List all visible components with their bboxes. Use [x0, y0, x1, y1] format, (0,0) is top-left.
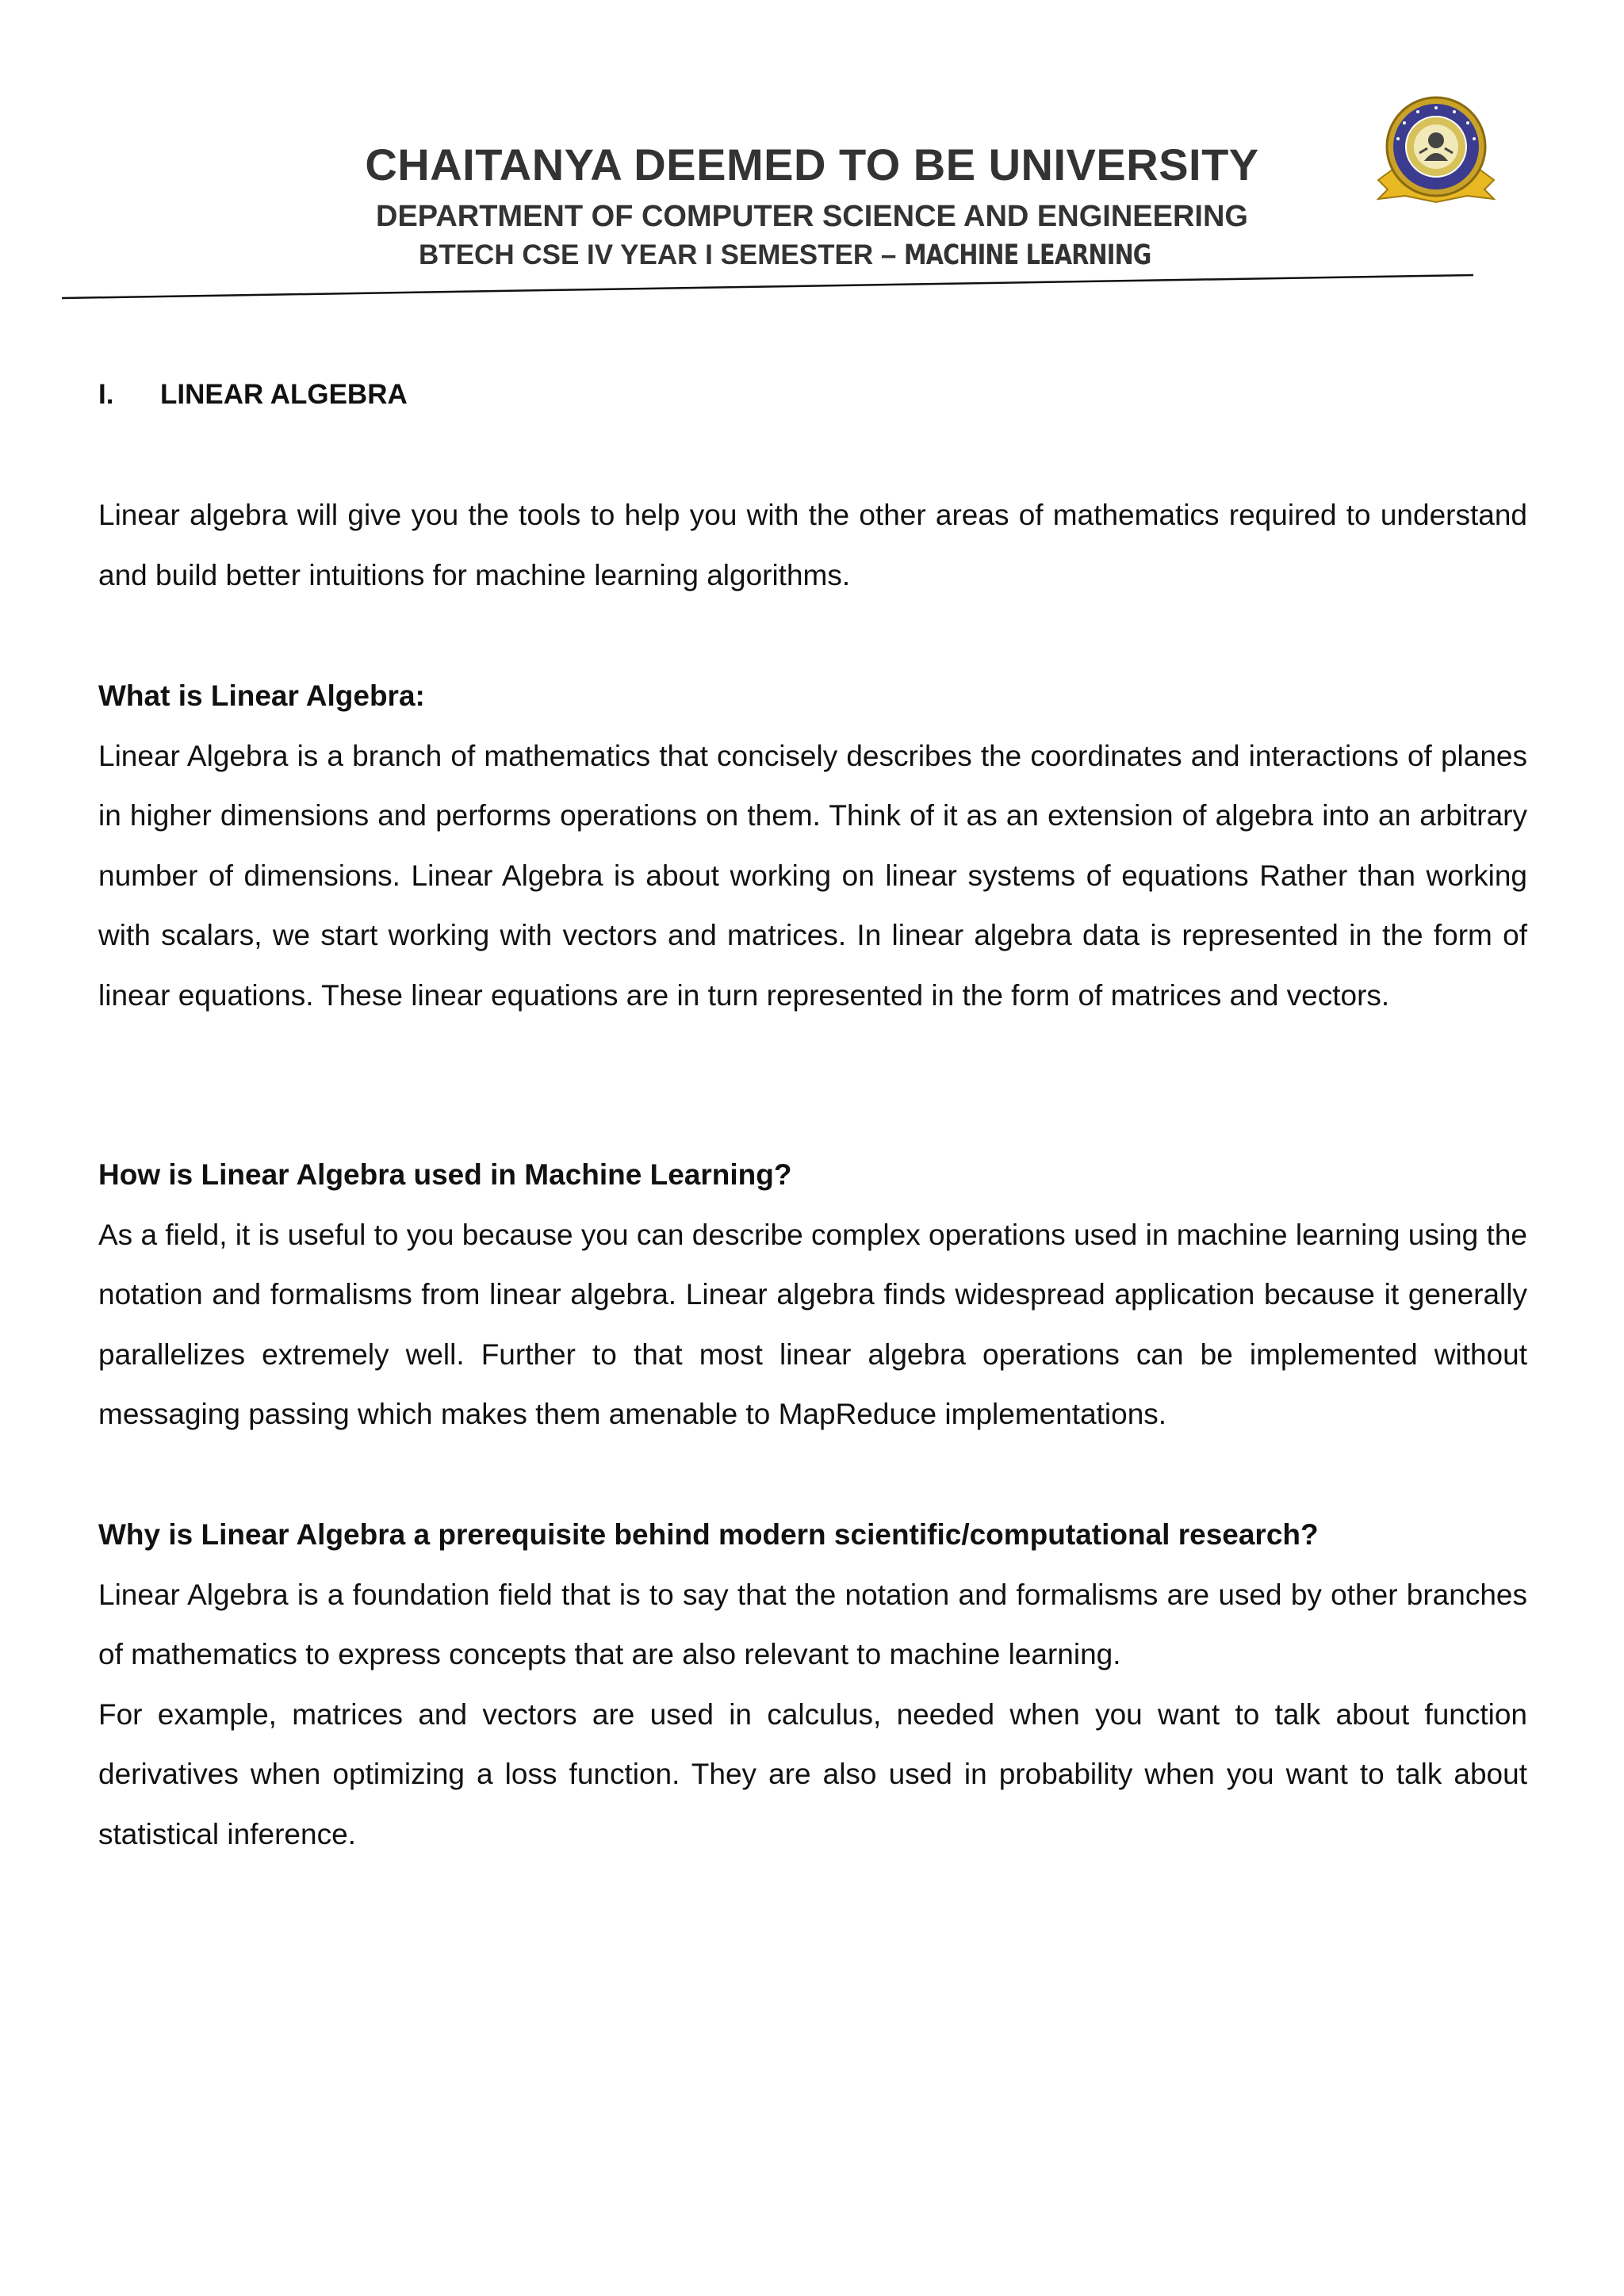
- header-divider: [0, 0, 1624, 317]
- how-text: As a field, it is useful to you because you can describe complex operations used in machine learning using the notation and formalisms from linear algebra. Linear algebra finds widespread application because it generally parallelizes extremely well. Further to that most linear algebra operations can be implemented without messaging passing which makes them amenable to MapReduce implementations.: [98, 1218, 1527, 1430]
- course-subject: MACHINE LEARNING: [904, 239, 1151, 271]
- section-heading: [98, 379, 408, 411]
- how-heading: How is Linear Algebra used in Machine Learning?: [98, 1158, 792, 1191]
- what-section: [98, 666, 1527, 1025]
- intro-paragraph: [98, 485, 1527, 605]
- department-title: DEPARTMENT OF COMPUTER SCIENCE AND ENGINEERING: [376, 200, 1248, 233]
- why-section: [98, 1505, 1527, 1864]
- course-prefix: BTECH CSE IV YEAR I SEMESTER –: [419, 239, 905, 270]
- section-number: I.: [98, 379, 114, 410]
- intro-text: Linear algebra will give you the tools to help you with the other areas of mathematics required to understand and build better intuitions for machine learning algorithms.: [98, 499, 1527, 591]
- what-heading: What is Linear Algebra:: [98, 679, 425, 712]
- section-title: LINEAR ALGEBRA: [160, 379, 408, 410]
- why-text-2: For example, matrices and vectors are used in calculus, needed when you want to talk about function derivatives when optimizing a loss function. They are also used in probability when you want to talk about statistical inference.: [98, 1697, 1527, 1850]
- how-section: [98, 1145, 1527, 1445]
- why-text-1: Linear Algebra is a foundation field that is to say that the notation and formalisms are used by other branches of mathematics to express concepts that are also relevant to machine learning.: [98, 1578, 1527, 1670]
- university-title: CHAITANYA DEEMED TO BE UNIVERSITY: [365, 140, 1259, 189]
- why-heading: Why is Linear Algebra a prerequisite behind modern scientific/computational research?: [98, 1518, 1319, 1551]
- what-text: Linear Algebra is a branch of mathematics that concisely describes the coordinates and interactions of planes in higher dimensions and performs operations on them. Think of it as an extension of algebra into an arbitrary number of dimensions. Linear Algebra is about working on linear systems of equations Rather than working with scalars, we start working with vectors and matrices. In linear algebra data is represented in the form of linear equations. These linear equations are in turn represented in the form of matrices and vectors.: [98, 739, 1527, 1012]
